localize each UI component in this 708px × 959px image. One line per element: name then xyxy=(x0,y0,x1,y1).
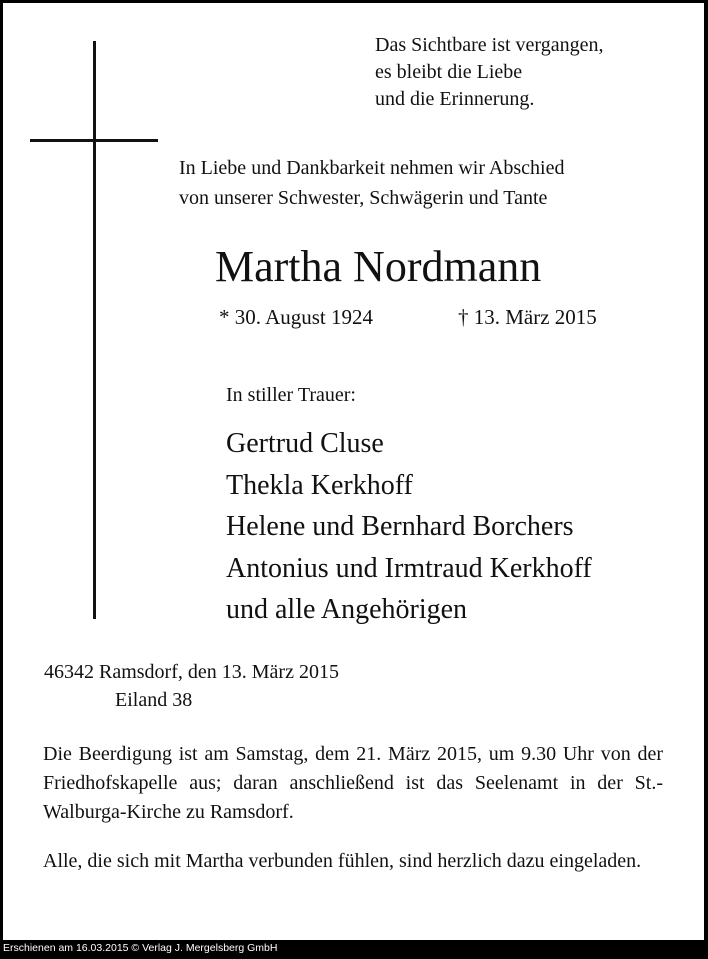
invitation-text: Alle, die sich mit Martha verbunden fühlen, sind herzlich dazu eingeladen. xyxy=(43,850,642,872)
quote-line: es bleibt die Liebe xyxy=(375,61,523,83)
intro-line: In Liebe und Dankbarkeit nehmen wir Abschied xyxy=(179,157,565,179)
publication-footer: Erschienen am 16.03.2015 © Verlag J. Mergelsberg GmbH xyxy=(3,942,278,954)
mourner-name: und alle Angehörigen xyxy=(226,594,468,625)
street-address: Eiland 38 xyxy=(115,689,193,711)
mourners-list xyxy=(226,423,592,631)
intro-line: von unserer Schwester, Schwägerin und Tante xyxy=(179,187,548,209)
place-date: 46342 Ramsdorf, den 13. März 2015 xyxy=(44,661,339,683)
quote-line: und die Erinnerung. xyxy=(375,88,535,110)
mourner-name: Helene und Bernhard Borchers xyxy=(226,511,574,542)
cross-icon-vertical xyxy=(93,41,96,619)
mourner-name: Thekla Kerkhoff xyxy=(226,469,413,501)
death-date: † 13. März 2015 xyxy=(458,305,597,329)
memorial-quote xyxy=(375,32,603,113)
intro-text xyxy=(179,153,564,213)
funeral-details: Die Beerdigung ist am Samstag, dem 21. März 2015, um 9.30 Uhr von der Friedhofskapelle aus; daran anschließend ist das Seelenamt in der St.-Walburga-Kirche zu Ramsdorf. xyxy=(43,743,663,823)
obituary-notice xyxy=(3,3,704,940)
mourner-name: Antonius und Irmtraud Kerkhoff xyxy=(226,552,592,584)
cross-icon-horizontal xyxy=(30,139,158,142)
mourning-label: In stiller Trauer: xyxy=(226,384,356,406)
birth-date: * 30. August 1924 xyxy=(219,305,374,329)
mourner-name: Gertrud Cluse xyxy=(226,428,384,459)
deceased-name: Martha Nordmann xyxy=(215,242,542,291)
quote-line: Das Sichtbare ist vergangen, xyxy=(375,34,604,56)
